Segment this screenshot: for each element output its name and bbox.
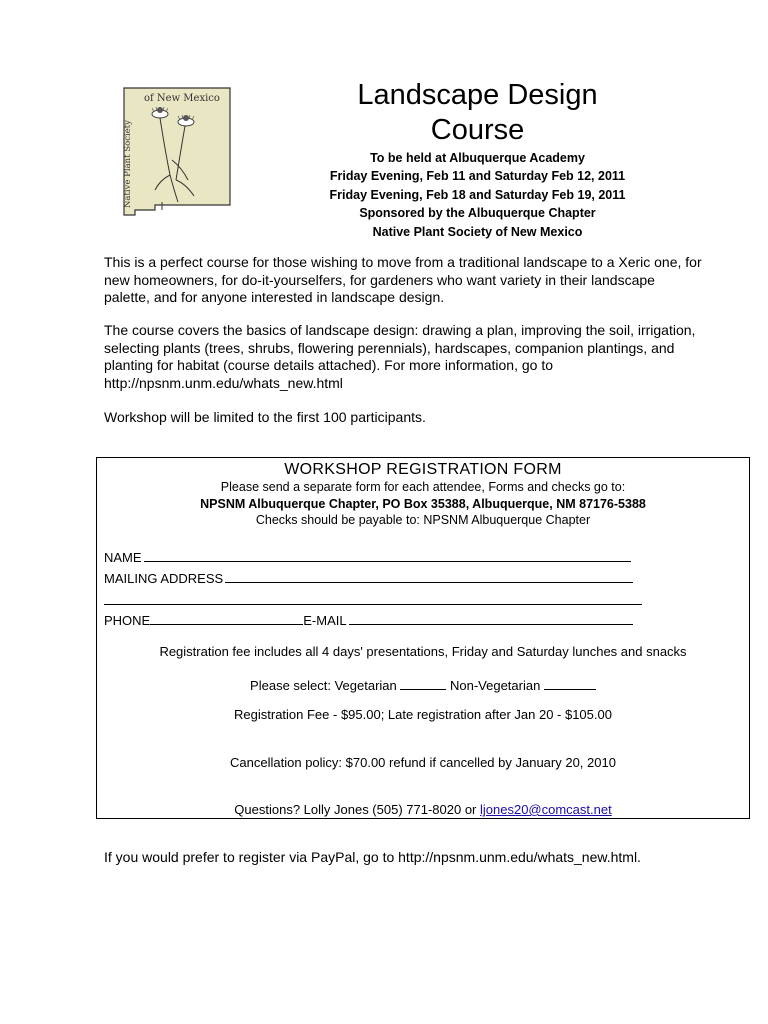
name-input-line[interactable] bbox=[144, 549, 631, 562]
email-input-line[interactable] bbox=[349, 612, 633, 625]
name-label: NAME bbox=[104, 550, 142, 565]
meal-select bbox=[97, 678, 749, 693]
title-line-1: Landscape Design bbox=[357, 79, 598, 111]
registration-fee-text: Registration Fee - $95.00; Late registration after Jan 20 - $105.00 bbox=[234, 707, 612, 722]
vegetarian-input-line[interactable] bbox=[400, 678, 446, 690]
fee-includes-text: Registration fee includes all 4 days' presentations, Friday and Saturday lunches and snacks bbox=[159, 644, 687, 659]
questions-text: Questions? Lolly Jones (505) 771-8020 or bbox=[234, 802, 480, 817]
address-field-line-2[interactable] bbox=[104, 592, 642, 605]
limit-paragraph: Workshop will be limited to the first 100 participants. bbox=[104, 409, 426, 425]
email-label: E-MAIL bbox=[303, 613, 347, 628]
title-line-2: Course bbox=[430, 114, 525, 146]
address-field[interactable] bbox=[104, 570, 633, 587]
venue-line: To be held at Albuquerque Academy bbox=[370, 151, 585, 165]
paypal-note: If you would prefer to register via PayPal, go to http://npsnm.unm.edu/whats_new.html. bbox=[104, 849, 641, 865]
cancellation-policy-text: Cancellation policy: $70.00 refund if cancelled by January 20, 2010 bbox=[230, 755, 616, 770]
dates-line-2: Friday Evening, Feb 18 and Saturday Feb 19, 2011 bbox=[329, 187, 626, 202]
non-vegetarian-input-line[interactable] bbox=[544, 678, 596, 690]
name-field[interactable] bbox=[104, 549, 631, 566]
intro-paragraph: This is a perfect course for those wishing to move from a traditional landscape to a Xeric one, for new homeowners, for do-it-yourselfers, for gardeners who want variety in their landscape palette, and for anyone interested in landscape design. bbox=[104, 254, 702, 305]
course-paragraph: The course covers the basics of landscape design: drawing a plan, improving the soil, irrigation, selecting plants (trees, shrubs, flowering perennials), hardscapes, companion plantings, and planting for habitat (course details attached). For more information, go to http://npsnm.unm.edu/whats_new.html bbox=[104, 322, 696, 391]
registration-form bbox=[96, 457, 750, 819]
address-input-line-2[interactable] bbox=[104, 592, 642, 605]
svg-text:of New Mexico: of New Mexico bbox=[144, 93, 220, 104]
sponsor-line: Sponsored by the Albuquerque Chapter bbox=[359, 206, 596, 221]
form-title: WORKSHOP REGISTRATION FORM bbox=[284, 461, 562, 478]
page-title bbox=[300, 78, 655, 148]
svg-text:Native Plant Society: Native Plant Society bbox=[123, 120, 133, 208]
check-payable-info: Checks should be payable to: NPSNM Albuquerque Chapter bbox=[255, 513, 591, 527]
address-input-line[interactable] bbox=[225, 570, 633, 583]
vegetarian-label: Please select: Vegetarian bbox=[250, 678, 401, 693]
phone-input-line[interactable] bbox=[150, 612, 303, 625]
non-vegetarian-label: Non-Vegetarian bbox=[446, 678, 544, 693]
phone-email-field[interactable] bbox=[104, 612, 633, 629]
dates-line-1: Friday Evening, Feb 11 and Saturday Feb 12, 2011 bbox=[329, 169, 626, 184]
npsnm-logo bbox=[110, 80, 235, 220]
contact-email-link[interactable]: ljones20@comcast.net bbox=[480, 802, 612, 817]
mailing-address-info: NPSNM Albuquerque Chapter, PO Box 35388, Albuquerque, NM 87176-5388 bbox=[200, 497, 646, 511]
address-label: MAILING ADDRESS bbox=[104, 571, 224, 586]
society-line: Native Plant Society of New Mexico bbox=[372, 224, 583, 239]
form-instructions: Please send a separate form for each attendee, Forms and checks go to: bbox=[220, 480, 626, 494]
event-details bbox=[300, 149, 655, 241]
questions-line bbox=[97, 802, 749, 817]
phone-label: PHONE bbox=[104, 613, 151, 628]
